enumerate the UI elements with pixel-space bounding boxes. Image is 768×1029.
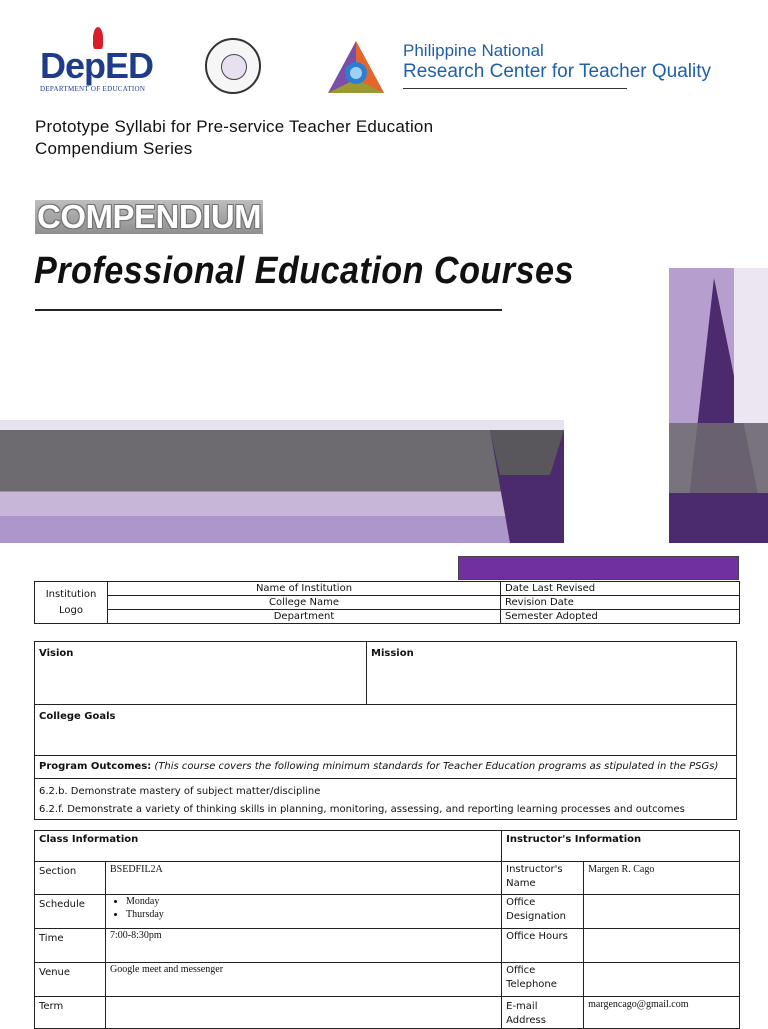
email-value: margencago@gmail.com bbox=[584, 997, 740, 1029]
college-goals-label: College Goals bbox=[35, 705, 737, 756]
schedule-label: Schedule bbox=[35, 895, 106, 929]
seal-emblem-icon bbox=[221, 54, 247, 80]
class-information-table bbox=[34, 830, 740, 1029]
nrc-title-line1: Philippine National bbox=[403, 41, 544, 60]
nrc-title-line2: Research Center for Teacher Quality bbox=[403, 61, 712, 82]
deped-logo bbox=[38, 27, 172, 97]
department-cell: Department bbox=[108, 610, 501, 624]
vision-label: Vision bbox=[35, 642, 367, 705]
class-information-header: Class Information bbox=[35, 831, 502, 862]
purple-header-bar bbox=[458, 556, 739, 580]
right-panel-graphic bbox=[669, 268, 768, 543]
teacher-education-council-seal bbox=[205, 38, 261, 94]
compendium-label: COMPENDIUM bbox=[37, 198, 262, 235]
decorative-band bbox=[0, 420, 564, 543]
instructor-information-header: Instructor's Information bbox=[502, 831, 740, 862]
instructor-name-label: Instructor's Name bbox=[502, 862, 584, 895]
page-title: Professional Education Courses bbox=[34, 250, 574, 292]
band-triangle-graphic bbox=[0, 420, 564, 543]
schedule-days-list bbox=[110, 895, 497, 921]
time-label: Time bbox=[35, 929, 106, 963]
office-designation-label: Office Designation bbox=[502, 895, 584, 929]
outcomes-cell bbox=[35, 779, 737, 820]
office-telephone-value bbox=[584, 963, 740, 997]
program-outcomes-row bbox=[35, 756, 737, 779]
outcome-item: 6.2.f. Demonstrate a variety of thinking skills in planning, monitoring, assessing, and reporting learning processes and outcomes bbox=[39, 804, 685, 815]
deped-logo-text: DepED bbox=[40, 45, 154, 86]
institution-name-cell: Name of Institution bbox=[108, 582, 501, 596]
office-telephone-label: Office Telephone bbox=[502, 963, 584, 997]
section-value: BSEDFIL2A bbox=[106, 862, 502, 895]
subtitle-line2: Compendium Series bbox=[35, 139, 193, 158]
office-hours-value bbox=[584, 929, 740, 963]
institution-logo-cell: Institution Logo bbox=[35, 582, 108, 624]
instructor-name-value: Margen R. Cago bbox=[584, 862, 740, 895]
deped-logo-subtext: DEPARTMENT OF EDUCATION bbox=[40, 85, 146, 93]
schedule-day: • Monday bbox=[126, 895, 497, 908]
office-hours-label: Office Hours bbox=[502, 929, 584, 963]
time-value: 7:00-8:30pm bbox=[106, 929, 502, 963]
decorative-right-panel bbox=[669, 268, 768, 543]
revision-date-cell: Revision Date bbox=[501, 596, 740, 610]
schedule-value bbox=[106, 895, 502, 929]
subtitle bbox=[35, 116, 433, 160]
mission-label: Mission bbox=[367, 642, 737, 705]
section-label: Section bbox=[35, 862, 106, 895]
title-rule bbox=[35, 309, 502, 311]
term-label: Term bbox=[35, 997, 106, 1029]
vision-mission-table bbox=[34, 641, 737, 820]
date-last-revised-cell: Date Last Revised bbox=[501, 582, 740, 596]
nrc-triangle-icon bbox=[326, 39, 386, 97]
nrc-logo bbox=[326, 39, 386, 97]
institution-table bbox=[34, 581, 740, 624]
venue-value: Google meet and messenger bbox=[106, 963, 502, 997]
venue-label: Venue bbox=[35, 963, 106, 997]
subtitle-line1: Prototype Syllabi for Pre-service Teacher Education bbox=[35, 117, 434, 136]
program-outcomes-label: Program Outcomes: bbox=[39, 761, 152, 772]
office-designation-value bbox=[584, 895, 740, 929]
program-outcomes-note: (This course covers the following minimum standards for Teacher Education programs as stipulated in the PSGs) bbox=[154, 761, 719, 772]
schedule-day: • Thursday bbox=[126, 908, 497, 921]
nrc-underline bbox=[403, 88, 627, 89]
email-label: E-mail Address bbox=[502, 997, 584, 1029]
college-name-cell: College Name bbox=[108, 596, 501, 610]
outcome-item: 6.2.b. Demonstrate mastery of subject matter/discipline bbox=[39, 786, 321, 797]
semester-adopted-cell: Semester Adopted bbox=[501, 610, 740, 624]
